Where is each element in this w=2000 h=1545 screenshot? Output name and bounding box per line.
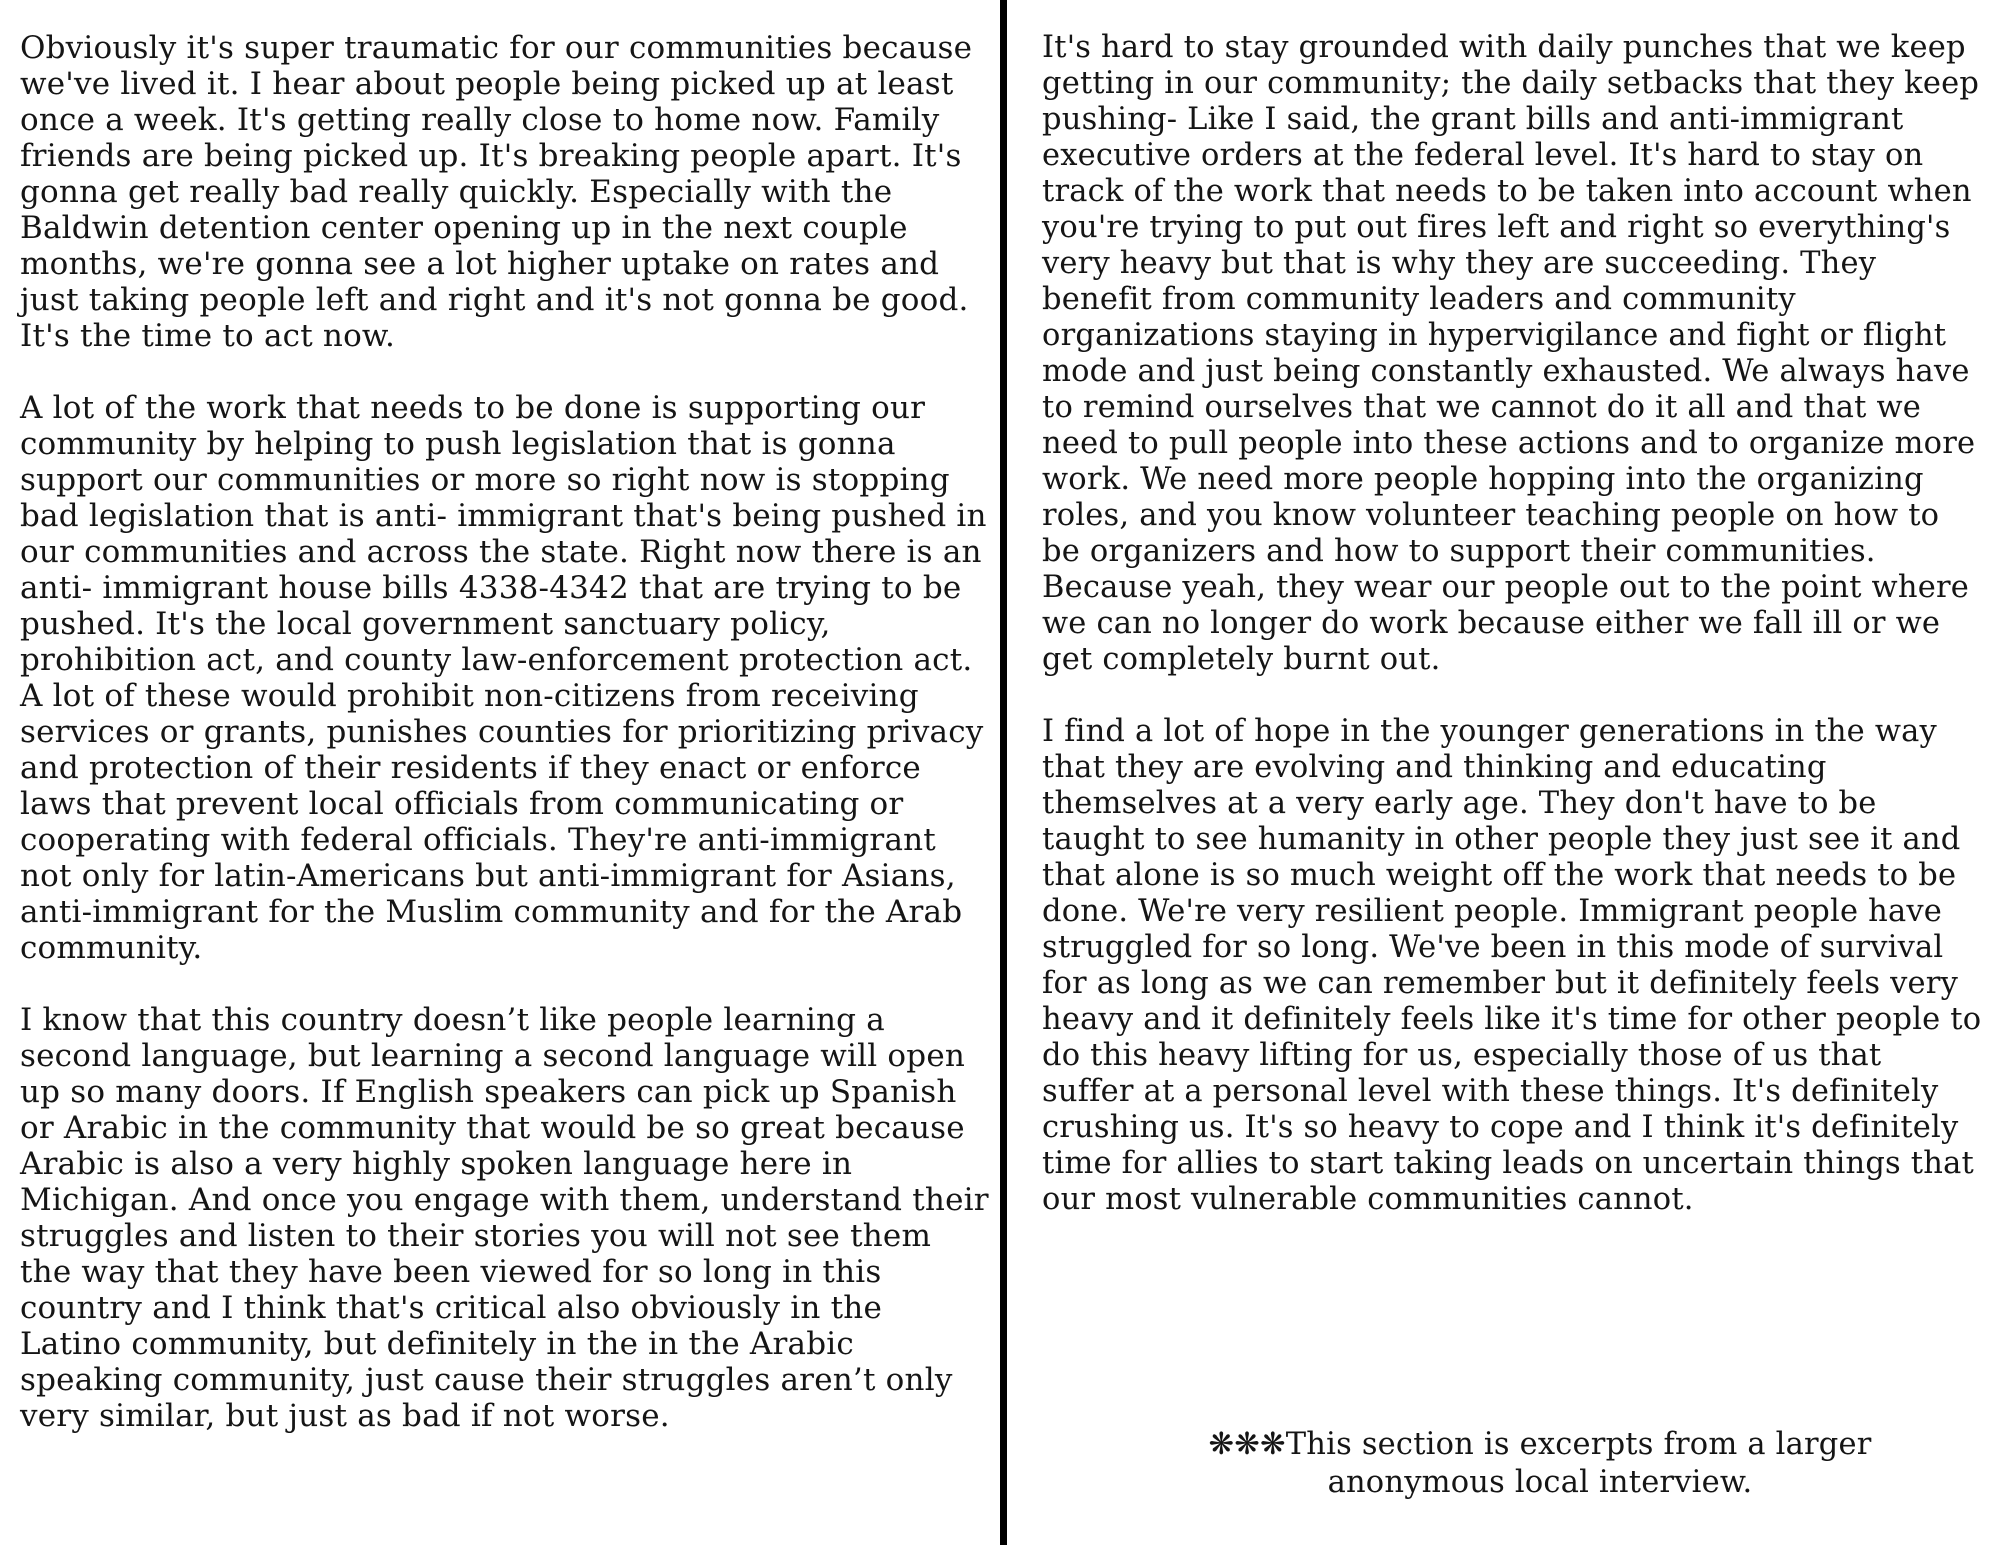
paragraph-grounded: It's hard to stay grounded with daily punches that we keep getting in our community; the daily setbacks that they keep pushing- Like I said, the grant bills and anti-immigrant executive orders at the federal level. It's hard to stay on track of the work that needs to be taken into account when you're trying to put out fires left and right so everything's very heavy but that is why they are succeeding. They benefit from community leaders and community organizations staying in hypervigilance and fight or flight mode and just being constantly exhausted. We always have to remind ourselves that we cannot do it all and that we need to pull people into these actions and to organize more work. We need more people hopping into the organizing roles, and you know volunteer teaching people on how to be organizers and how to support their communities. Because yeah, they wear our people out to the point where we can no longer do work because either we fall ill or we get completely burnt out. (1042, 30, 1980, 677)
paragraph-legislation: A lot of the work that needs to be done is supporting our community by helping to push legislation that is gonna support our communities or more so right now is stopping bad legislation that is anti- immigrant that's being pushed in our communities and across the state. Right now there is an anti- immigrant house bills 4338-4342 that are trying to be pushed. It's the local government sanctuary policy, prohibition act, and county law-enforcement protection act. A lot of these would prohibit non-citizens from receiving services or grants, punishes counties for prioritizing privacy and protection of their residents if they enact or enforce laws that prevent local officials from communicating or cooperating with federal officials. They're anti-immigrant not only for latin-Americans but anti-immigrant for Asians, anti-immigrant for the Muslim community and for the Arab community. (20, 390, 987, 966)
left-column (20, 30, 990, 1470)
interview-footnote: ❋❋❋This section is excerpts from a larger anonymous local interview. (1208, 1426, 1872, 1500)
paragraph-traumatic: Obviously it's super traumatic for our communities because we've lived it. I hear about people being picked up at least once a week. It's getting really close to home now. Family friends are being picked up. It's breaking people apart. It's gonna get really bad really quickly. Especially with the Baldwin detention center opening up in the next couple months, we're gonna see a lot higher uptake on rates and just taking people left and right and it's not gonna be good. It's the time to act now. (20, 30, 973, 354)
paragraph-hope: I find a lot of hope in the younger generations in the way that they are evolving and thinking and educating themselves at a very early age. They don't have to be taught to see humanity in other people they just see it and that alone is so much weight off the work that needs to be done. We're very resilient people. Immigrant people have struggled for so long. We've been in this mode of survival for as long as we can remember but it definitely feels very heavy and it definitely feels like it's time for other people to do this heavy lifting for us, especially those of us that suffer at a personal level with these things. It's definitely crushing us. It's so heavy to cope and I think it's definitely time for allies to start taking leads on uncertain things that our most vulnerable communities cannot. (1042, 714, 1982, 1217)
column-divider (1000, 0, 1007, 1545)
right-column (1042, 30, 1982, 1254)
paragraph-second-language: I know that this country doesn’t like people learning a second language, but learning a second language will open up so many doors. If English speakers can pick up Spanish or Arabic in the community that would be so great because Arabic is also a very highly spoken language here in Michigan. And once you engage with them, understand their struggles and listen to their stories you will not see them the way that they have been viewed for so long in this country and I think that's critical also obviously in the Latino community, but definitely in the in the Arabic speaking community, just cause their struggles aren’t only very similar, but just as bad if not worse. (20, 1002, 989, 1434)
